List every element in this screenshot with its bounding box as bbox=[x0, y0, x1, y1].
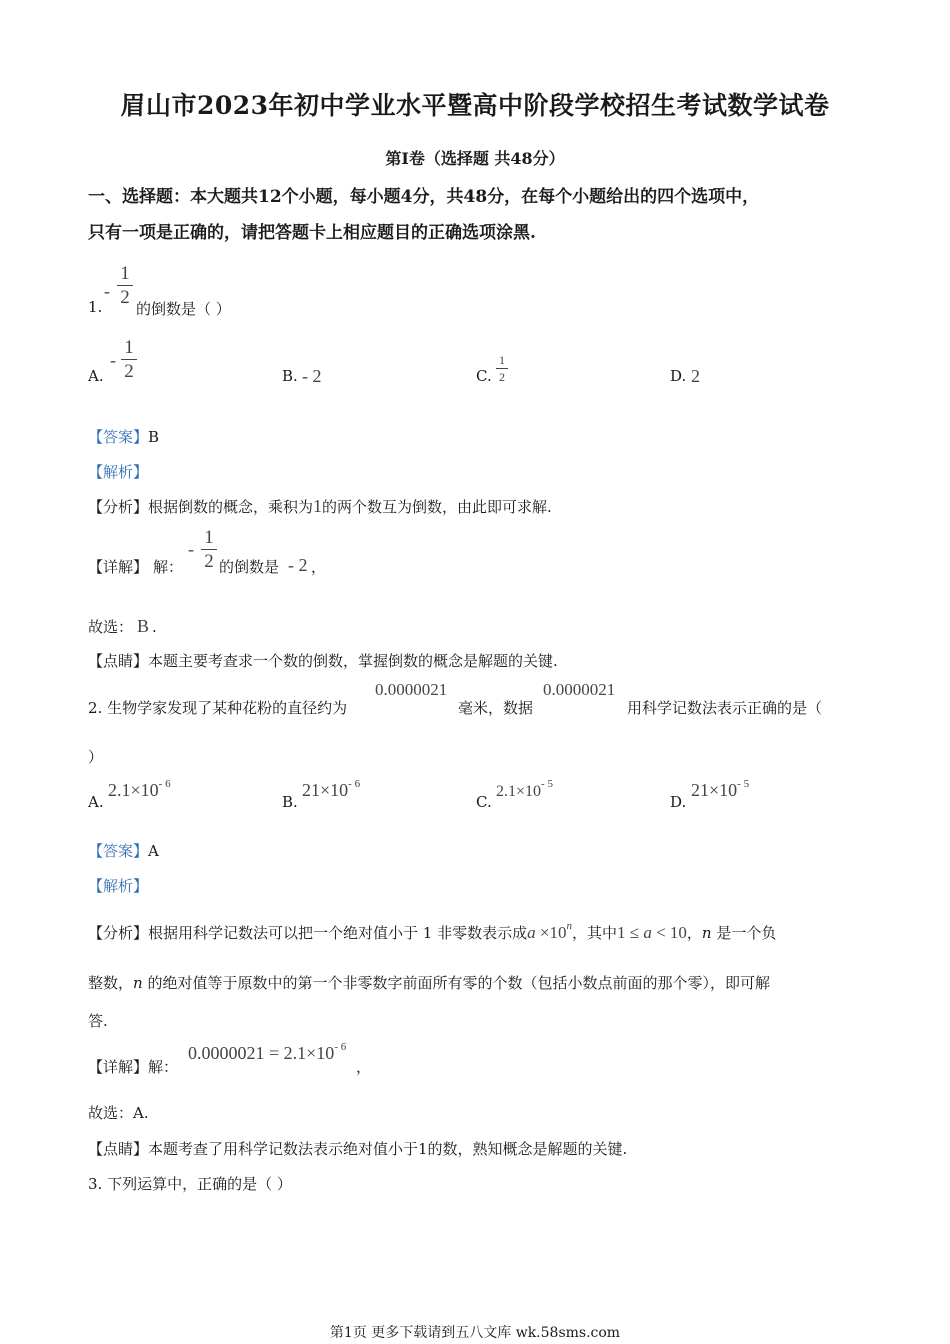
range-right: < 10 bbox=[651, 923, 687, 942]
answer-value: B bbox=[148, 428, 160, 446]
option-value bbox=[302, 780, 360, 801]
question-number: 1. bbox=[88, 298, 103, 316]
fenxi-text-end: 的两个数互为倒数，由此即可求解. bbox=[322, 498, 552, 516]
fenxi-text: 根据倒数的概念，乘积为 bbox=[148, 498, 314, 516]
option-label: B. bbox=[282, 367, 298, 385]
fenxi-line-2 bbox=[88, 972, 770, 993]
option-label: D. bbox=[670, 793, 687, 811]
math-var-a: a bbox=[527, 923, 536, 942]
fraction-denominator: 2 bbox=[204, 551, 214, 572]
detail-text-end: ， bbox=[356, 1058, 372, 1076]
choose-value: B bbox=[137, 616, 150, 636]
fraction-one-half bbox=[117, 264, 133, 307]
question-stem: 的倒数是（ ） bbox=[136, 300, 231, 318]
fraction-numerator: 1 bbox=[499, 353, 505, 367]
dianjing-tag: 【点睛】 bbox=[88, 1140, 149, 1158]
detail-text: 解： bbox=[148, 1058, 179, 1076]
dianjing-tag: 【点睛】 bbox=[88, 652, 149, 670]
fraction-bar bbox=[121, 359, 137, 360]
question-stem-close: ） bbox=[88, 748, 104, 766]
dianjing-text: 本题主要考查求一个数的倒数，掌握倒数的概念是解题的关键. bbox=[148, 652, 558, 670]
answer-tag: 【答案】 bbox=[88, 842, 149, 860]
fraction-numerator: 1 bbox=[204, 527, 214, 548]
choose-end: . bbox=[152, 618, 157, 636]
question-stem: 2. 生物学家发现了某种花粉的直径约为 bbox=[88, 699, 348, 717]
section-heading-line1: 一、选择题：本大题共12个小题，每小题4分，共48分，在每个小题给出的四个选项中， bbox=[88, 187, 760, 207]
equation-body: 0.0000021 = 2.1×10 bbox=[188, 1043, 335, 1063]
choose-line bbox=[88, 616, 157, 637]
fenxi-tag: 【分析】 bbox=[88, 498, 149, 516]
fenxi-text-end: 的绝对值等于原数中的第一个非零数字前面所有零的个数（包括小数点前面的那个零），即可解 bbox=[142, 974, 770, 992]
detail-text-mid: 的倒数是 bbox=[219, 558, 280, 576]
detail-text-end: ， bbox=[311, 558, 327, 576]
detail-tag: 【详解】 bbox=[88, 558, 149, 576]
sci-exponent: - 6 bbox=[158, 778, 171, 790]
sci-base: 21×10 bbox=[691, 780, 738, 800]
option-label: C. bbox=[476, 793, 492, 811]
math-exponent-n: n bbox=[566, 920, 572, 932]
math-range bbox=[617, 923, 687, 942]
question-stem-end: 用科学记数法表示正确的是（ bbox=[627, 699, 823, 717]
dianjing-text: 本题考查了用科学记数法表示绝对值小于1的数，熟知概念是解题的关键. bbox=[148, 1140, 628, 1158]
detail-equation bbox=[188, 1043, 346, 1064]
sci-exponent: - 5 bbox=[541, 778, 553, 790]
minus-sign: - bbox=[104, 281, 110, 301]
range-var: a bbox=[643, 923, 652, 942]
option-value bbox=[691, 780, 749, 801]
dianjing-line bbox=[88, 1138, 627, 1159]
fraction-bar bbox=[496, 368, 508, 369]
question-stem-mid: 毫米，数据 bbox=[458, 699, 534, 717]
sci-base: 2.1×10 bbox=[496, 783, 542, 800]
section-heading-line2: 只有一项是正确的，请把答题卡上相应题目的正确选项涂黑. bbox=[88, 223, 536, 243]
option-value bbox=[108, 780, 171, 801]
fenxi-line-3: 答. bbox=[88, 1012, 108, 1030]
choose-line: 故选：A. bbox=[88, 1104, 149, 1122]
minus-sign: - bbox=[110, 350, 116, 370]
option-label: B. bbox=[282, 793, 298, 811]
option-value bbox=[496, 778, 553, 801]
fraction-numerator: 1 bbox=[120, 263, 130, 284]
page-footer: 第1页 更多下载请到五八文库 wk.58sms.com bbox=[329, 1325, 621, 1341]
choose-text: 故选： bbox=[88, 618, 134, 636]
detail-value: - 2 bbox=[288, 555, 308, 575]
fraction-bar bbox=[117, 285, 133, 286]
math-times-ten: ×10 bbox=[535, 923, 567, 942]
minus-sign: - bbox=[188, 539, 194, 559]
fraction-one-half bbox=[201, 528, 217, 571]
detail-text: 解： bbox=[153, 558, 184, 576]
option-label: D. bbox=[670, 367, 687, 385]
fraction-denominator: 2 bbox=[124, 361, 134, 382]
fenxi-line-1 bbox=[88, 922, 776, 943]
fenxi-text-2: ，其中 bbox=[571, 924, 617, 942]
dianjing-line bbox=[88, 650, 558, 671]
answer-value: A bbox=[148, 842, 159, 860]
section-subtitle: 第I卷（选择题 共48分） bbox=[385, 149, 565, 168]
equation-exponent: - 6 bbox=[334, 1041, 347, 1053]
math-value: 0.0000021 bbox=[543, 680, 616, 699]
page-title: 眉山市2023年初中学业水平暨高中阶段学校招生考试数学试卷 bbox=[120, 91, 830, 120]
analysis-tag: 【解析】 bbox=[88, 877, 149, 895]
fraction-one-half bbox=[496, 354, 508, 383]
fenxi-text-4: 是一个负 bbox=[711, 924, 777, 942]
math-one: 1 bbox=[313, 496, 323, 516]
math-var-n: n bbox=[133, 974, 143, 992]
question-3-stem: 3. 下列运算中，正确的是（ ） bbox=[88, 1175, 292, 1193]
option-label: A. bbox=[88, 367, 104, 385]
sci-base: 2.1×10 bbox=[108, 780, 159, 800]
fraction-numerator: 1 bbox=[124, 337, 134, 358]
analysis-tag: 【解析】 bbox=[88, 463, 149, 481]
math-value: 0.0000021 bbox=[375, 680, 448, 699]
detail-line bbox=[88, 1056, 178, 1077]
detail-tag: 【详解】 bbox=[88, 1058, 149, 1076]
range-left: 1 ≤ bbox=[616, 923, 644, 942]
sci-exponent: - 6 bbox=[348, 778, 361, 790]
option-value: 2 bbox=[691, 366, 700, 386]
fraction-bar bbox=[201, 549, 217, 550]
answer-tag: 【答案】 bbox=[88, 428, 149, 446]
fraction-denominator: 2 bbox=[499, 370, 505, 384]
fraction-denominator: 2 bbox=[120, 287, 130, 308]
fenxi-line bbox=[88, 496, 552, 517]
fenxi-text: 根据用科学记数法可以把一个绝对值小于 1 非零数表示成 bbox=[148, 924, 528, 942]
math-var-n: n bbox=[701, 924, 712, 942]
answer-line bbox=[88, 840, 159, 861]
fenxi-tag: 【分析】 bbox=[88, 924, 149, 942]
sci-exponent: - 5 bbox=[737, 778, 750, 790]
option-label: C. bbox=[476, 367, 492, 385]
option-label: A. bbox=[88, 793, 104, 811]
fenxi-text: 整数， bbox=[88, 974, 134, 992]
option-value: - 2 bbox=[302, 366, 322, 386]
fenxi-text-3: ， bbox=[686, 924, 702, 942]
fraction-one-half bbox=[121, 338, 137, 381]
sci-base: 21×10 bbox=[302, 780, 349, 800]
answer-line bbox=[88, 426, 159, 447]
